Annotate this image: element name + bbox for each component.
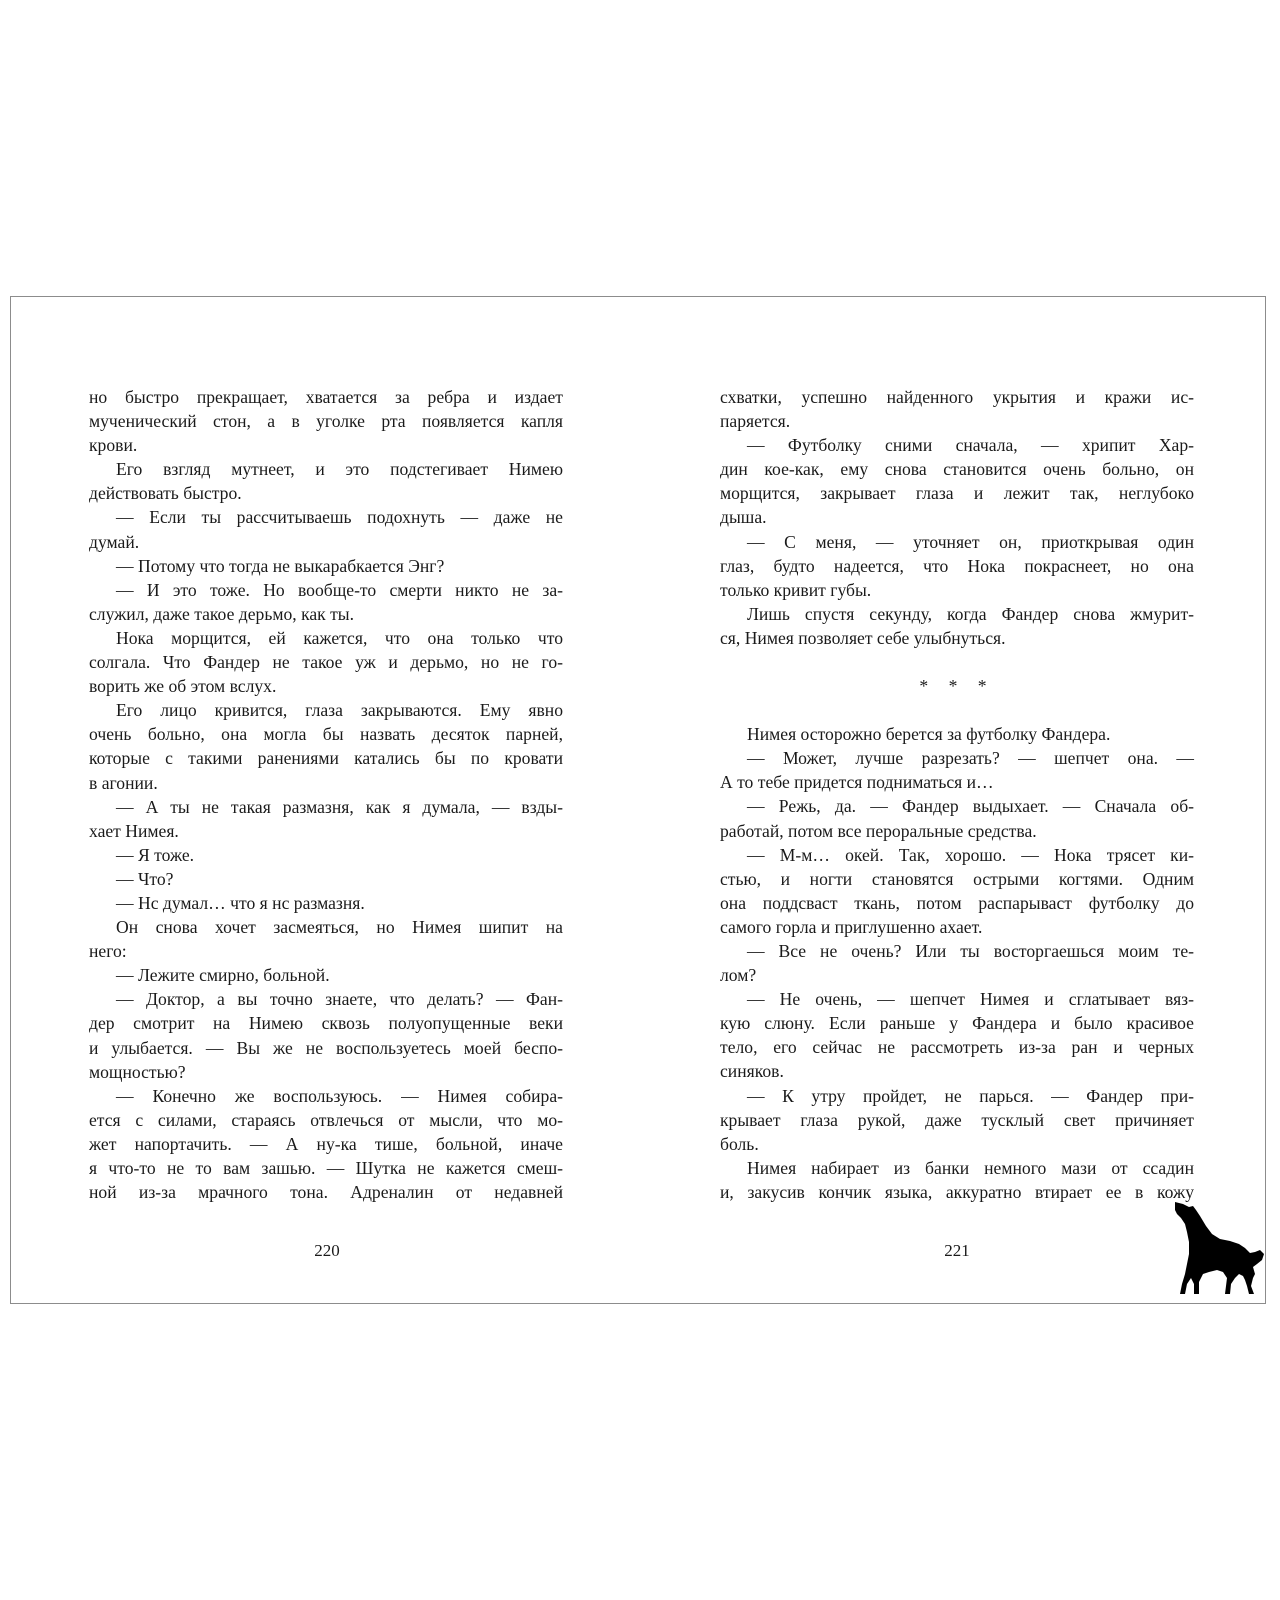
text-line: но быстро прекращает, хватается за ребра и издает: [89, 387, 563, 407]
text-line: Нимея набирает из банки немного мази от ссадин: [747, 1157, 1194, 1178]
right-page-section-2: [720, 722, 1194, 1204]
text-line: синяков.: [720, 1061, 784, 1082]
text-line: — Не очень, — шепчет Нимея и сглатывает вяз-: [747, 989, 1194, 1010]
text-line: схватки, успешно найденного укрытия и кражи ис-: [720, 387, 1194, 407]
text-line: стью, и ногти становятся острыми когтями. Одним: [720, 868, 1194, 889]
text-line: мощностью?: [89, 1061, 186, 1082]
text-line: думай.: [89, 531, 140, 552]
text-line: — Доктор, а вы точно знаете, что делать? — Фан-: [116, 989, 563, 1010]
text-line: лом?: [720, 965, 757, 986]
text-line: Лишь спустя секунду, когда Фандер снова жмурит-: [747, 603, 1194, 624]
text-line: крывает глаза рукой, даже тусклый свет причиняет: [720, 1109, 1194, 1130]
text-line: Нока морщится, ей кажется, что она только что: [116, 627, 563, 648]
right-page-text: [720, 385, 1194, 1204]
text-line: — Футболку сними сначала, — хрипит Хар-: [747, 435, 1194, 456]
text-line: — Я тоже.: [116, 844, 195, 865]
text-line: дыша.: [720, 507, 767, 528]
left-page-text: [89, 385, 563, 1204]
text-line: — С меня, — уточняет он, приоткрывая один: [747, 531, 1194, 552]
page-number-left: 220: [314, 1241, 340, 1260]
text-line: ной из-за мрачного тона. Адреналин от недавней: [89, 1182, 563, 1203]
text-line: паряется.: [720, 411, 791, 432]
text-line: — Все не очень? Или ты восторгаешься моим те-: [747, 940, 1194, 961]
section-separator: * * *: [919, 676, 995, 697]
text-line: работай, потом все пероральные средства.: [720, 820, 1037, 841]
text-line: ется с силами, стараясь отвлечься от мысли, что мо-: [89, 1109, 563, 1130]
text-line: кую слюну. Если раньше у Фандера и было красивое: [720, 1013, 1194, 1034]
text-line: Нимея осторожно берется за футболку Фандера.: [747, 724, 1111, 745]
text-line: только кривит губы.: [720, 579, 872, 600]
text-line: и, закусив кончик языка, аккуратно втирает ее в кожу: [720, 1181, 1194, 1202]
text-line: — Лежите смирно, больной.: [116, 965, 330, 986]
text-line: — Может, лучше разрезать? — шепчет она. —: [747, 748, 1194, 769]
text-line: Его лицо кривится, глаза закрываются. Ему явно: [116, 700, 563, 721]
text-line: — Что?: [116, 868, 174, 889]
text-line: — Конечно же воспользуюсь. — Нимея собира-: [116, 1085, 563, 1106]
text-line: мученический стон, а в уголке рта появляется капля: [89, 411, 563, 432]
text-line: тело, его сейчас не рассмотреть из-за ран и черных: [720, 1037, 1194, 1058]
text-line: ворить же об этом вслух.: [89, 676, 277, 697]
text-line: — Нс думал… что я нс размазня.: [116, 892, 365, 913]
text-line: — М-м… окей. Так, хорошо. — Нока трясет ки-: [747, 844, 1194, 865]
text-line: самого горла и приглушенно ахает.: [720, 916, 983, 937]
text-line: ся, Нимея позволяет себе улыбнуться.: [720, 627, 1006, 648]
text-line: — Режь, да. — Фандер выдыхает. — Сначала об-: [747, 796, 1194, 817]
text-line: — Потому что тогда не выкарабкается Энг?: [116, 555, 445, 576]
text-line: — И это тоже. Но вообще-то смерти никто не за-: [116, 579, 563, 600]
text-line: в агонии.: [89, 772, 158, 793]
text-line: хает Нимея.: [89, 820, 179, 841]
text-line: очень больно, она могла бы назвать десяток парней,: [89, 724, 563, 745]
text-line: Он снова хочет засмеяться, но Нимея шипит на: [116, 917, 563, 938]
text-line: — Если ты рассчитываешь подохнуть — даже не: [116, 507, 563, 528]
text-line: я что-то не то вам зашью. — Шутка не кажется смеш-: [89, 1158, 563, 1178]
text-line: Его взгляд мутнеет, и это подстегивает Нимею: [116, 459, 563, 480]
text-line: действовать быстро.: [89, 483, 242, 504]
text-line: него:: [89, 941, 127, 962]
page-number-right: 221: [944, 1241, 970, 1260]
text-line: и улыбается. — Вы же не воспользуетесь моей беспо-: [89, 1037, 563, 1058]
right-page-section-1: [720, 385, 1194, 650]
text-line: — К утру пройдет, не парься. — Фандер при-: [747, 1085, 1194, 1106]
text-line: — А ты не такая размазня, как я думала, — взды-: [116, 796, 563, 817]
text-line: дер смотрит на Нимею сквозь полуопущенные веки: [89, 1013, 563, 1034]
book-spread: [10, 296, 1266, 1304]
text-line: глаз, будто надеется, что Нока покраснеет, но она: [720, 555, 1194, 576]
howling-wolf-icon: [1173, 1198, 1267, 1296]
text-line: морщится, закрывает глаза и лежит так, неглубоко: [720, 483, 1194, 504]
text-line: которые с такими ранениями катались бы по кровати: [89, 748, 563, 769]
text-line: боль.: [720, 1133, 759, 1154]
text-line: она поддсваст ткань, потом распарываст футболку до: [720, 892, 1194, 913]
text-line: служил, даже такое дерьмо, как ты.: [89, 603, 355, 624]
text-line: крови.: [89, 435, 138, 456]
text-line: дин кое-как, ему снова становится очень больно, он: [720, 459, 1194, 480]
text-line: солгала. Что Фандер не такое уж и дерьмо, но не го-: [89, 652, 563, 673]
text-line: А то тебе придется подниматься и…: [720, 772, 994, 793]
text-line: жет напортачить. — А ну-ка тише, больной, иначе: [89, 1133, 563, 1154]
